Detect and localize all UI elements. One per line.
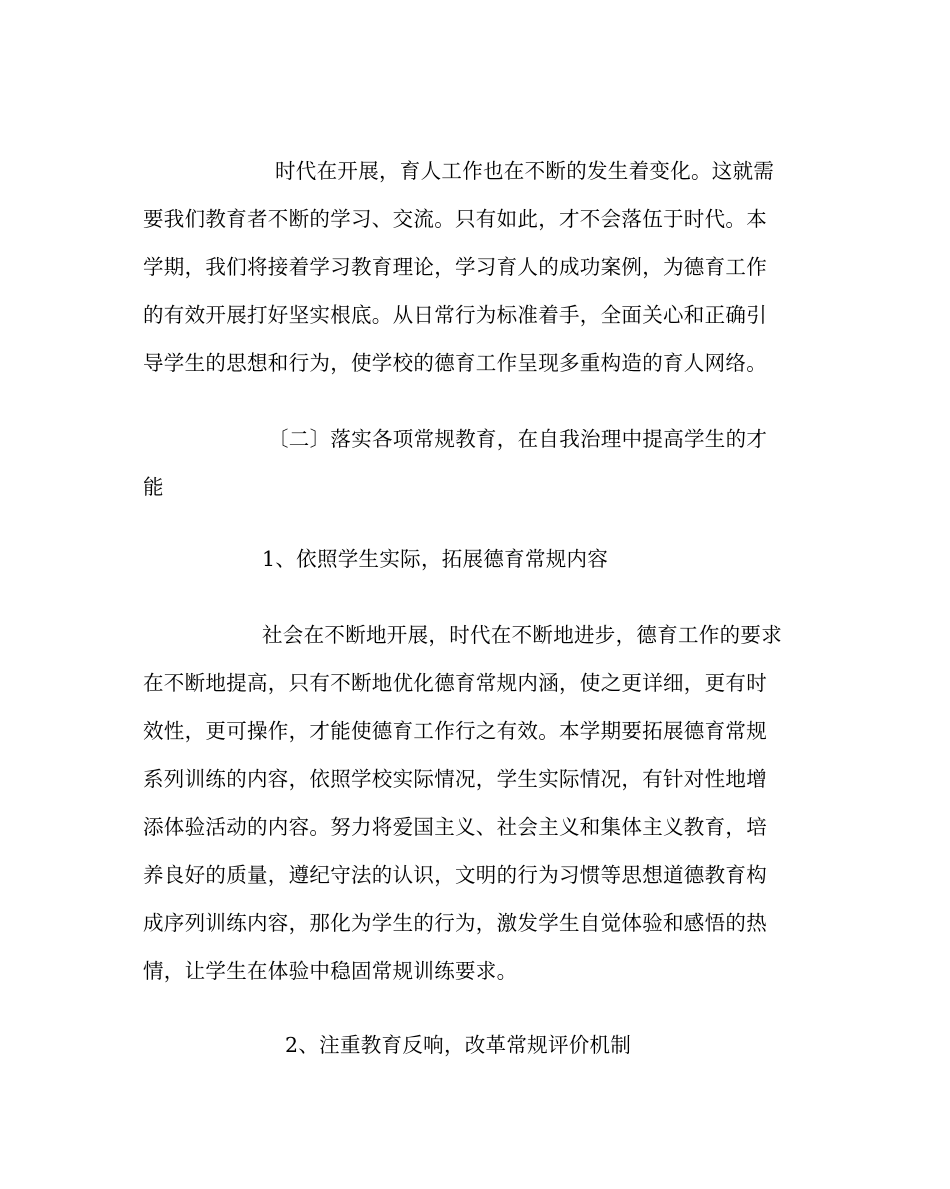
paragraph-line: 效性，更可操作，才能使德育工作行之有效。本学期要拓展德育常规 [143,719,767,743]
paragraph-line: 情，让学生在体验中稳固常规训练要求。 [143,959,518,983]
paragraph-line: 要我们教育者不断的学习、交流。只有如此，才不会落伍于时代。本 [143,207,767,231]
paragraph-line: 时代在开展，育人工作也在不断的发生着变化。这就需 [275,159,775,183]
paragraph-line: 在不断地提高，只有不断地优化德育常规内涵，使之更详细，更有时 [143,671,767,695]
paragraph-line: 成序列训练内容，那化为学生的行为，激发学生自觉体验和感悟的热 [143,911,767,935]
section-heading: 〔二〕落实各项常规教育，在自我治理中提高学生的才 [268,427,768,451]
section-heading-continued: 能 [143,475,164,499]
subheading: 2、注重教育反响，改革常规评价机制 [285,1033,632,1057]
paragraph-line: 的有效开展打好坚实根底。从日常行为标准着手，全面关心和正确引 [143,303,767,327]
paragraph-line: 添体验活动的内容。努力将爱国主义、社会主义和集体主义教育，培 [143,815,767,839]
paragraph-line: 社会在不断地开展，时代在不断地进步，德育工作的要求 [262,623,782,647]
paragraph-line: 系列训练的内容，依照学校实际情况，学生实际情况，有针对性地增 [143,767,767,791]
subheading: 1、依照学生实际，拓展德育常规内容 [262,547,609,571]
paragraph-line: 学期，我们将接着学习教育理论，学习育人的成功案例，为德育工作 [143,255,767,279]
paragraph-line: 导学生的思想和行为，使学校的德育工作呈现多重构造的育人网络。 [143,351,767,375]
paragraph-line: 养良好的质量，遵纪守法的认识，文明的行为习惯等思想道德教育构 [143,863,767,887]
